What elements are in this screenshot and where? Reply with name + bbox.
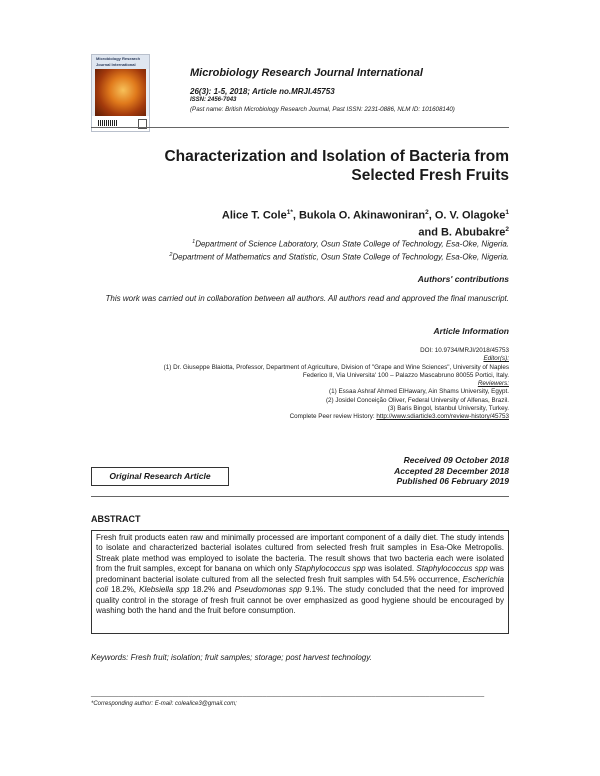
abstract-text: 9.1%. The study concluded that the need for improved quality control in the storage of fresh fruit cannot be over emphasized as good hygiene should be encouraged by washing both the hand and the fruit before consumption. bbox=[96, 585, 505, 616]
received-date: Received 09 October 2018 bbox=[403, 455, 509, 465]
editor-1: (1) Dr. Giuseppe Blaiotta, Professor, Department of Agriculture, Division of "Grape and Wine Sciences", University of Naples bbox=[163, 363, 509, 371]
reviewer-3: (3) Baris Bingol, Istanbul University, Turkey. bbox=[387, 405, 509, 413]
author-name: Bukola O. Akinawoniran bbox=[298, 209, 426, 222]
review-history bbox=[91, 413, 509, 421]
accepted-date: Accepted 28 December 2018 bbox=[394, 465, 509, 476]
affiliation-text: Department of Mathematics and Statistic, Osun State College of Technology, Esa-Oke, Nigeria. bbox=[172, 252, 509, 262]
species-name: Staphylococcus spp bbox=[416, 564, 488, 574]
affiliation-2 bbox=[91, 250, 509, 263]
journal-cover-thumbnail bbox=[91, 54, 150, 132]
abstract-text: 18.2% and bbox=[189, 585, 235, 595]
author-separator: , bbox=[292, 209, 299, 222]
abstract-text: 18.2%, bbox=[108, 585, 140, 595]
author-line1 bbox=[91, 206, 509, 223]
species-name: Pseudomonas spp bbox=[234, 585, 302, 595]
article-dates bbox=[300, 455, 509, 487]
published-date: Published 06 February 2019 bbox=[396, 476, 509, 486]
header-divider bbox=[91, 127, 509, 128]
review-history-link[interactable]: http://www.sdiarticle3.com/review-history/45753 bbox=[376, 413, 509, 421]
article-type-box: Original Research Article bbox=[91, 467, 229, 486]
keywords: Keywords: Fresh fruit; isolation; fruit samples; storage; post harvest technology. bbox=[91, 653, 372, 662]
affiliations bbox=[91, 237, 509, 262]
barcode-icon bbox=[98, 120, 118, 126]
paper-title-line2: Selected Fresh Fruits bbox=[351, 167, 509, 184]
article-info-heading: Article Information bbox=[433, 326, 509, 336]
affiliation-mark: 2 bbox=[169, 251, 173, 258]
editor-1-address: Federico II, Via Universita' 100 – Palazzo Mascabruno 80055 Portici, Italy. bbox=[302, 371, 509, 379]
species-name: Staphylococcus spp bbox=[294, 564, 366, 574]
journal-name: Microbiology Research Journal International bbox=[190, 67, 423, 79]
past-name: (Past name: British Microbiology Research Journal, Past ISSN: 2231-0886, NLM ID: 101608140) bbox=[190, 106, 455, 113]
abstract-box bbox=[91, 530, 509, 634]
footnote-rule: _____________________________________________________________________________________________________ bbox=[91, 690, 485, 697]
species-name: Escherichia coli bbox=[96, 574, 504, 595]
affiliation-text: Department of Science Laboratory, Osun State College of Technology, Esa-Oke, Nigeria. bbox=[195, 239, 509, 249]
author-name: O. V. Olagoke bbox=[434, 209, 506, 222]
author-separator: , bbox=[428, 209, 435, 222]
paper-title-line1: Characterization and Isolation of Bacteria from bbox=[164, 148, 509, 165]
author-affiliation-mark: 2 bbox=[505, 225, 509, 233]
affiliation-1 bbox=[91, 237, 509, 250]
abstract-heading: ABSTRACT bbox=[91, 514, 141, 524]
abstract-text: was isolated. bbox=[365, 564, 417, 574]
author-affiliation-mark: 2 bbox=[425, 209, 429, 216]
author-affiliation-mark: 1 bbox=[505, 209, 509, 216]
cover-title-line2: Journal International bbox=[96, 62, 136, 67]
reviewer-2: (2) Josidel Conceição Oliver, Federal University of Alfenas, Brazil. bbox=[325, 396, 509, 404]
author-name: Alice T. Cole bbox=[221, 209, 287, 222]
affiliation-mark: 1 bbox=[192, 239, 196, 245]
issn: ISSN: 2456-7043 bbox=[190, 97, 237, 103]
author-name: B. Abubakre bbox=[440, 226, 506, 239]
article-info bbox=[91, 347, 509, 422]
abstract-text: Fresh fruit products eaten raw and minimally processed are important component of a daily diet. The study intends to isolate and characterized bacterial isolates cultured from selected fresh fruit samples in Esa-Oke Metropolis. Streak plate method was employed to isolate the bacteria. The result shows that two bacteria each were isolated from the fruit samples, except for banana on which only bbox=[96, 533, 504, 574]
corresponding-author: *Corresponding author: E-mail: colealice3@gmail.com; bbox=[91, 701, 237, 707]
abstract-text: was predominant bacterial isolate cultured from all the selected fresh fruit samples with 54.5% occurrence, bbox=[96, 564, 504, 584]
contributions-heading: Authors' contributions bbox=[417, 274, 509, 284]
editors-label: Editor(s): bbox=[483, 355, 509, 363]
reviewers-label: Reviewers: bbox=[477, 380, 509, 388]
review-history-label: Complete Peer review History: bbox=[289, 413, 377, 421]
cover-header bbox=[92, 55, 149, 69]
cover-title-line1: Microbiology Research bbox=[96, 56, 141, 61]
author-affiliation-mark: 1* bbox=[286, 209, 293, 216]
reviewer-1: (1) Essaa Ashraf Ahmed ElHawary, Ain Shams University, Egypt. bbox=[329, 388, 509, 396]
volume-line: 26(3): 1-5, 2018; Article no.MRJI.45753 bbox=[190, 87, 335, 96]
author-list bbox=[91, 206, 509, 239]
species-name: Klebsiella spp bbox=[139, 585, 190, 595]
cover-image bbox=[95, 69, 146, 116]
paper-title bbox=[91, 147, 509, 185]
section-divider bbox=[91, 496, 509, 497]
contributions-text: This work was carried out in collaboration between all authors. All authors read and approved the final manuscript. bbox=[105, 294, 509, 303]
doi: DOI: 10.9734/MRJI/2018/45753 bbox=[420, 347, 509, 354]
cover-footer bbox=[92, 116, 149, 131]
author-conjunction: and bbox=[418, 226, 441, 239]
